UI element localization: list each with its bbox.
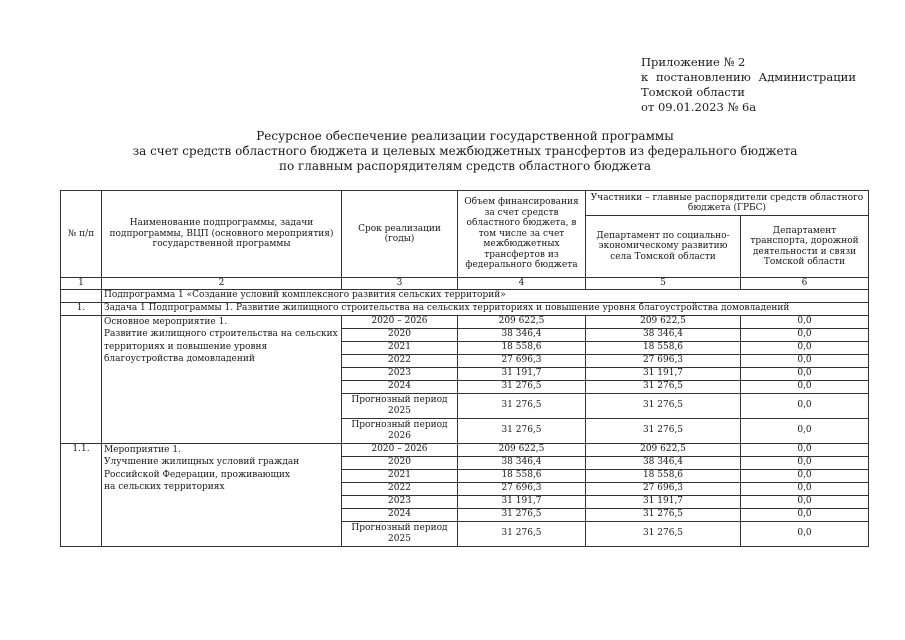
dept1-cell: 27 696,3	[586, 482, 741, 495]
volume-cell: 31 191,7	[458, 367, 586, 380]
name-line: Мероприятие 1.	[104, 444, 181, 455]
block2-num: 1.1.	[61, 443, 102, 546]
period-cell: 2023	[342, 367, 458, 380]
volume-cell: 18 558,6	[458, 341, 586, 354]
col-number: 5	[586, 278, 741, 290]
header-dept-2: Департамент транспорта, дорожной деятельности и связи Томской области	[741, 216, 869, 278]
appendix-line-1: Приложение № 2	[641, 55, 746, 69]
task-num: 1.	[61, 302, 102, 315]
dept1-cell: 31 191,7	[586, 367, 741, 380]
volume-cell: 18 558,6	[458, 469, 586, 482]
name-line: территориях и повышение уровня	[104, 341, 268, 352]
header-participants: Участники – главные распорядители средств областного бюджета (ГРБС)	[586, 191, 869, 216]
period-cell: Прогнозный период 2026	[342, 418, 458, 443]
dept2-cell: 0,0	[741, 315, 869, 328]
col-number: 1	[61, 278, 102, 290]
dept1-cell: 38 346,4	[586, 328, 741, 341]
appendix-word: к	[641, 70, 649, 84]
block2-name	[102, 443, 342, 546]
dept2-cell: 0,0	[741, 443, 869, 456]
appendix-line-4: от 09.01.2023 № 6а	[641, 100, 757, 114]
subprogram-row	[61, 289, 869, 302]
period-cell: 2020 – 2026	[342, 315, 458, 328]
period-cell: 2020 – 2026	[342, 443, 458, 456]
appendix-header	[641, 55, 856, 115]
name-line: на сельских территориях	[104, 482, 225, 492]
dept2-cell: 0,0	[741, 418, 869, 443]
table-row	[61, 315, 869, 328]
volume-cell: 27 696,3	[458, 482, 586, 495]
volume-cell: 38 346,4	[458, 328, 586, 341]
task-title: Задача 1 Подпрограммы 1. Развитие жилищного строительства на сельских территориях и повышение уровня благоустройства домовладений	[102, 302, 869, 315]
block1-num	[61, 315, 102, 443]
header-volume: Объем финансирования за счет средств областного бюджета, в том числе за счет межбюджетных трансфертов из федерального бюджета	[458, 191, 586, 278]
title-line-3: по главным распорядителям средств областного бюджета	[278, 159, 651, 173]
col-number: 4	[458, 278, 586, 290]
dept2-cell: 0,0	[741, 482, 869, 495]
volume-cell: 31 276,5	[458, 521, 586, 546]
dept2-cell: 0,0	[741, 328, 869, 341]
volume-cell: 27 696,3	[458, 354, 586, 367]
volume-cell: 31 276,5	[458, 418, 586, 443]
period-cell: 2020	[342, 456, 458, 469]
dept2-cell: 0,0	[741, 456, 869, 469]
volume-cell: 209 622,5	[458, 443, 586, 456]
period-cell: 2022	[342, 354, 458, 367]
appendix-word: Администрации	[758, 70, 856, 84]
volume-cell: 31 276,5	[458, 380, 586, 393]
name-line: Развитие жилищного строительства на сельских	[104, 329, 338, 339]
header-name: Наименование подпрограммы, задачи подпрограммы, ВЦП (основного мероприятия) государственной программы	[102, 191, 342, 278]
name-line: Улучшение жилищных условий граждан	[104, 457, 300, 467]
appendix-line-2	[641, 70, 856, 85]
document-title	[120, 129, 810, 174]
period-cell: 2024	[342, 508, 458, 521]
dept1-cell: 18 558,6	[586, 469, 741, 482]
volume-cell: 31 276,5	[458, 393, 586, 418]
title-line-1: Ресурсное обеспечение реализации государственной программы	[256, 129, 674, 143]
period-cell: 2023	[342, 495, 458, 508]
period-cell: 2021	[342, 469, 458, 482]
dept2-cell: 0,0	[741, 393, 869, 418]
dept2-cell: 0,0	[741, 380, 869, 393]
dept2-cell: 0,0	[741, 495, 869, 508]
name-line: Российской Федерации, проживающих	[104, 469, 290, 480]
period-cell: Прогнозный период 2025	[342, 521, 458, 546]
dept2-cell: 0,0	[741, 521, 869, 546]
resource-table	[60, 190, 869, 547]
col-number: 6	[741, 278, 869, 290]
dept1-cell: 209 622,5	[586, 443, 741, 456]
period-cell: 2021	[342, 341, 458, 354]
volume-cell: 209 622,5	[458, 315, 586, 328]
dept2-cell: 0,0	[741, 367, 869, 380]
period-cell: 2022	[342, 482, 458, 495]
dept2-cell: 0,0	[741, 508, 869, 521]
subprogram-num	[61, 289, 102, 302]
dept2-cell: 0,0	[741, 354, 869, 367]
volume-cell: 31 191,7	[458, 495, 586, 508]
title-line-2: за счет средств областного бюджета и целевых межбюджетных трансфертов из федерального бюджета	[132, 144, 798, 158]
volume-cell: 38 346,4	[458, 456, 586, 469]
dept1-cell: 31 276,5	[586, 418, 741, 443]
name-line: благоустройства домовладений	[104, 354, 255, 364]
col-number: 2	[102, 278, 342, 290]
header-period: Срок реализации (годы)	[342, 191, 458, 278]
header-dept-1: Департамент по социально-экономическому развитию села Томской области	[586, 216, 741, 278]
block1-name	[102, 315, 342, 443]
dept1-cell: 31 276,5	[586, 508, 741, 521]
dept2-cell: 0,0	[741, 341, 869, 354]
name-line: Основное мероприятие 1.	[104, 316, 228, 327]
header-row	[61, 191, 869, 216]
dept2-cell: 0,0	[741, 469, 869, 482]
table-row	[61, 443, 869, 456]
task-row	[61, 302, 869, 315]
volume-cell: 31 276,5	[458, 508, 586, 521]
period-cell: 2020	[342, 328, 458, 341]
dept1-cell: 31 276,5	[586, 380, 741, 393]
dept1-cell: 209 622,5	[586, 315, 741, 328]
dept1-cell: 31 276,5	[586, 393, 741, 418]
dept1-cell: 31 276,5	[586, 521, 741, 546]
dept1-cell: 31 191,7	[586, 495, 741, 508]
dept1-cell: 27 696,3	[586, 354, 741, 367]
dept1-cell: 38 346,4	[586, 456, 741, 469]
column-number-row	[61, 278, 869, 290]
col-number: 3	[342, 278, 458, 290]
appendix-line-3: Томской области	[641, 85, 745, 99]
appendix-word: постановлению	[655, 70, 751, 84]
header-num: № п/п	[61, 191, 102, 278]
period-cell: 2024	[342, 380, 458, 393]
subprogram-title: Подпрограмма 1 «Создание условий комплексного развития сельских территорий»	[102, 289, 869, 302]
period-cell: Прогнозный период 2025	[342, 393, 458, 418]
dept1-cell: 18 558,6	[586, 341, 741, 354]
